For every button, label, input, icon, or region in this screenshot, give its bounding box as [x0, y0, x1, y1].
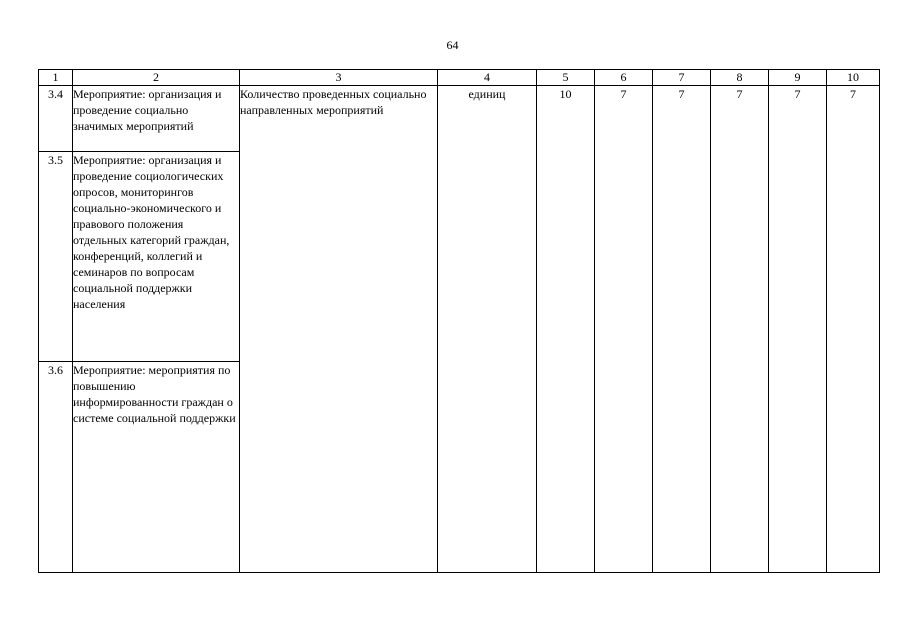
activity-name: Мероприятие: организация и проведение социально значимых мероприятий	[73, 86, 240, 152]
header-cell: 7	[653, 70, 711, 86]
header-cell: 6	[595, 70, 653, 86]
value-cell: 7	[595, 86, 653, 573]
header-cell: 4	[438, 70, 537, 86]
header-cell: 3	[240, 70, 438, 86]
row-number: 3.6	[39, 362, 73, 573]
header-cell: 10	[827, 70, 880, 86]
header-row	[39, 70, 880, 86]
header-cell: 8	[711, 70, 769, 86]
value-cell: 7	[711, 86, 769, 573]
page-number: 64	[446, 38, 459, 52]
unit-cell: единиц	[438, 86, 537, 573]
header-cell: 2	[73, 70, 240, 86]
header-cell: 9	[769, 70, 827, 86]
activity-name: Мероприятие: мероприятия по повышению информированности граждан о системе социальной поддержки	[73, 362, 240, 573]
value-cell: 7	[827, 86, 880, 573]
row-number: 3.4	[39, 86, 73, 152]
indicator-name: Количество проведенных социально направленных мероприятий	[240, 86, 438, 573]
value-cell: 7	[653, 86, 711, 573]
activity-name: Мероприятие: организация и проведение социологических опросов, мониторингов социально-экономического и правового положения отдельных категорий граждан, конференций, коллегий и семинаров по вопросам социальной поддержки населения	[73, 152, 240, 362]
row-number: 3.5	[39, 152, 73, 362]
value-cell: 10	[537, 86, 595, 573]
table-row	[39, 86, 880, 152]
indicators-table	[38, 69, 880, 573]
header-cell: 1	[39, 70, 73, 86]
value-cell: 7	[769, 86, 827, 573]
header-cell: 5	[537, 70, 595, 86]
